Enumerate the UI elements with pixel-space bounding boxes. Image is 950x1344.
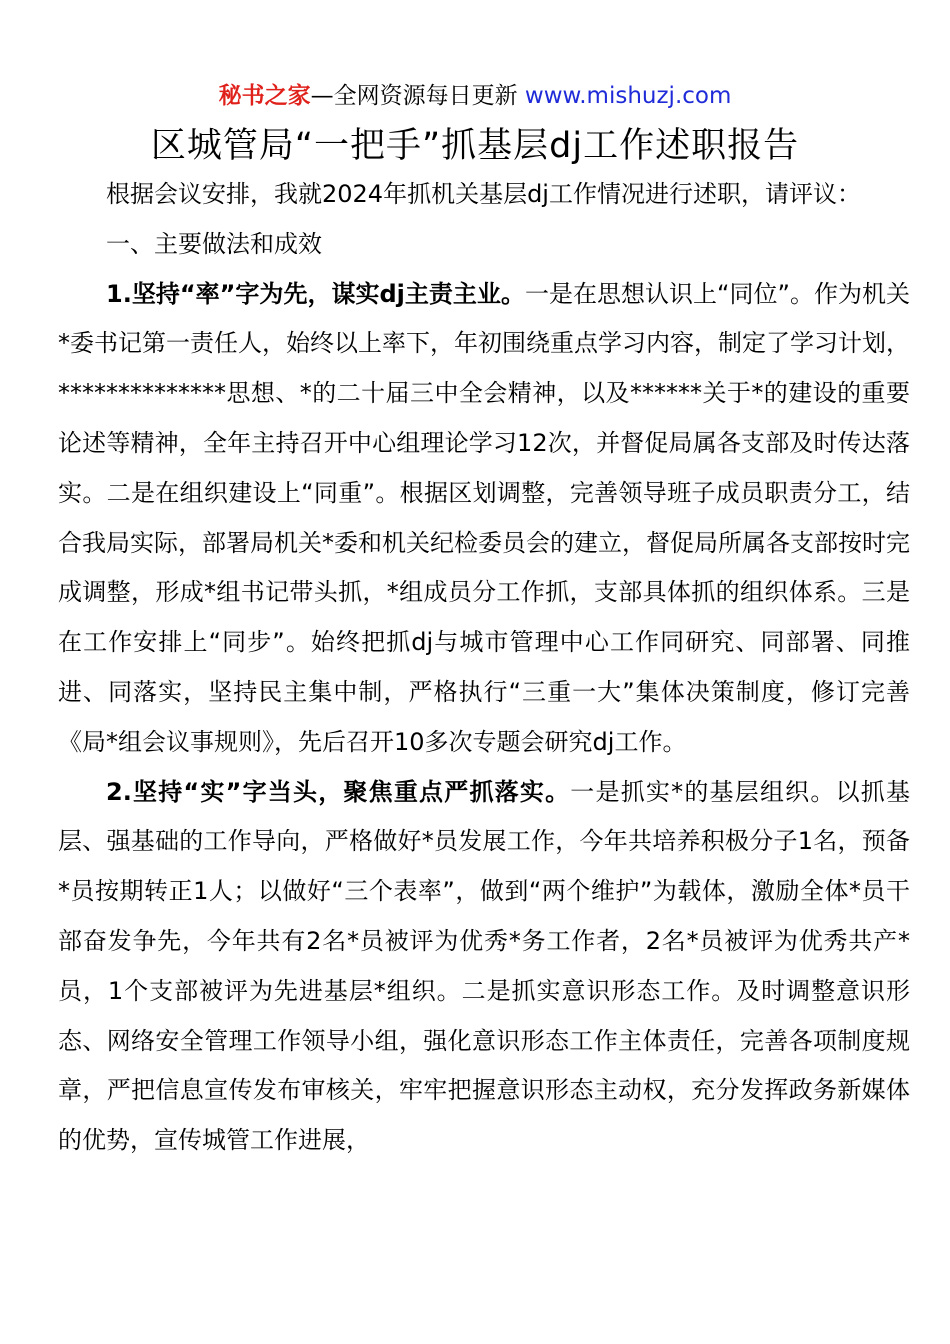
document-body [58,170,910,1166]
site-header [0,80,950,112]
site-url-link[interactable]: www.mishuzj.com [524,83,732,109]
item-2-lead: 2.坚持“实”字当头，聚焦重点严抓落实。 [106,777,571,806]
header-tagline: —全网资源每日更新 [310,83,525,109]
intro-paragraph: 根据会议安排，我就2024年抓机关基层dj工作情况进行述职，请评议： [106,180,861,208]
paragraph-item-2 [58,768,910,1166]
brand-name: 秘书之家 [218,83,311,109]
item-1-text: 一是在思想认识上“同位”。作为机关*委书记第一责任人，始终以上率下，年初围绕重点学习内容，制定了学习计划，**************思想、*的二十届三中全会精神，以及******关于*的建设的重要论述等精神，全年主持召开中心组理论学习12次，并督促局属各支部及时传达落实。二是在组织建设上“同重”。根据区划调整，完善领导班子成员职责分工，结合我局实际，部署局机关*委和机关纪检委员会的建立，督促局所属各支部按时完成调整，形成*组书记带头抓，*组成员分工作抓，支部具体抓的组织体系。三是在工作安排上“同步”。始终把抓dj与城市管理中心工作同研究、同部署、同推进、同落实，坚持民主集中制，严格执行“三重一大”集体决策制度，修订完善《局*组会议事规则》，先后召开10多次专题会研究dj工作。 [58,279,910,756]
paragraph-item-1 [58,270,910,768]
section-heading: 一、主要做法和成效 [106,229,322,258]
document-title: 区城管局“一把手”抓基层dj工作述职报告 [150,126,800,166]
item-2-text: 一是抓实*的基层组织。以抓基层、强基础的工作导向，严格做好*员发展工作，今年共培养积极分子1名，预备*员按期转正1人；以做好“三个表率”，做到“两个维护”为载体，激励全体*员干部奋发争先，今年共有2名*员被评为优秀*务工作者，2名*员被评为优秀共产*员，1个支部被评为先进基层*组织。二是抓实意识形态工作。及时调整意识形态、网络安全管理工作领导小组，强化意识形态工作主体责任，完善各项制度规章，严把信息宣传发布审核关，牢牢把握意识形态主动权，充分发挥政务新媒体的优势，宣传城管工作进展， [58,777,910,1155]
item-1-lead: 1.坚持“率”字为先，谋实dj主责主业。 [106,279,525,308]
